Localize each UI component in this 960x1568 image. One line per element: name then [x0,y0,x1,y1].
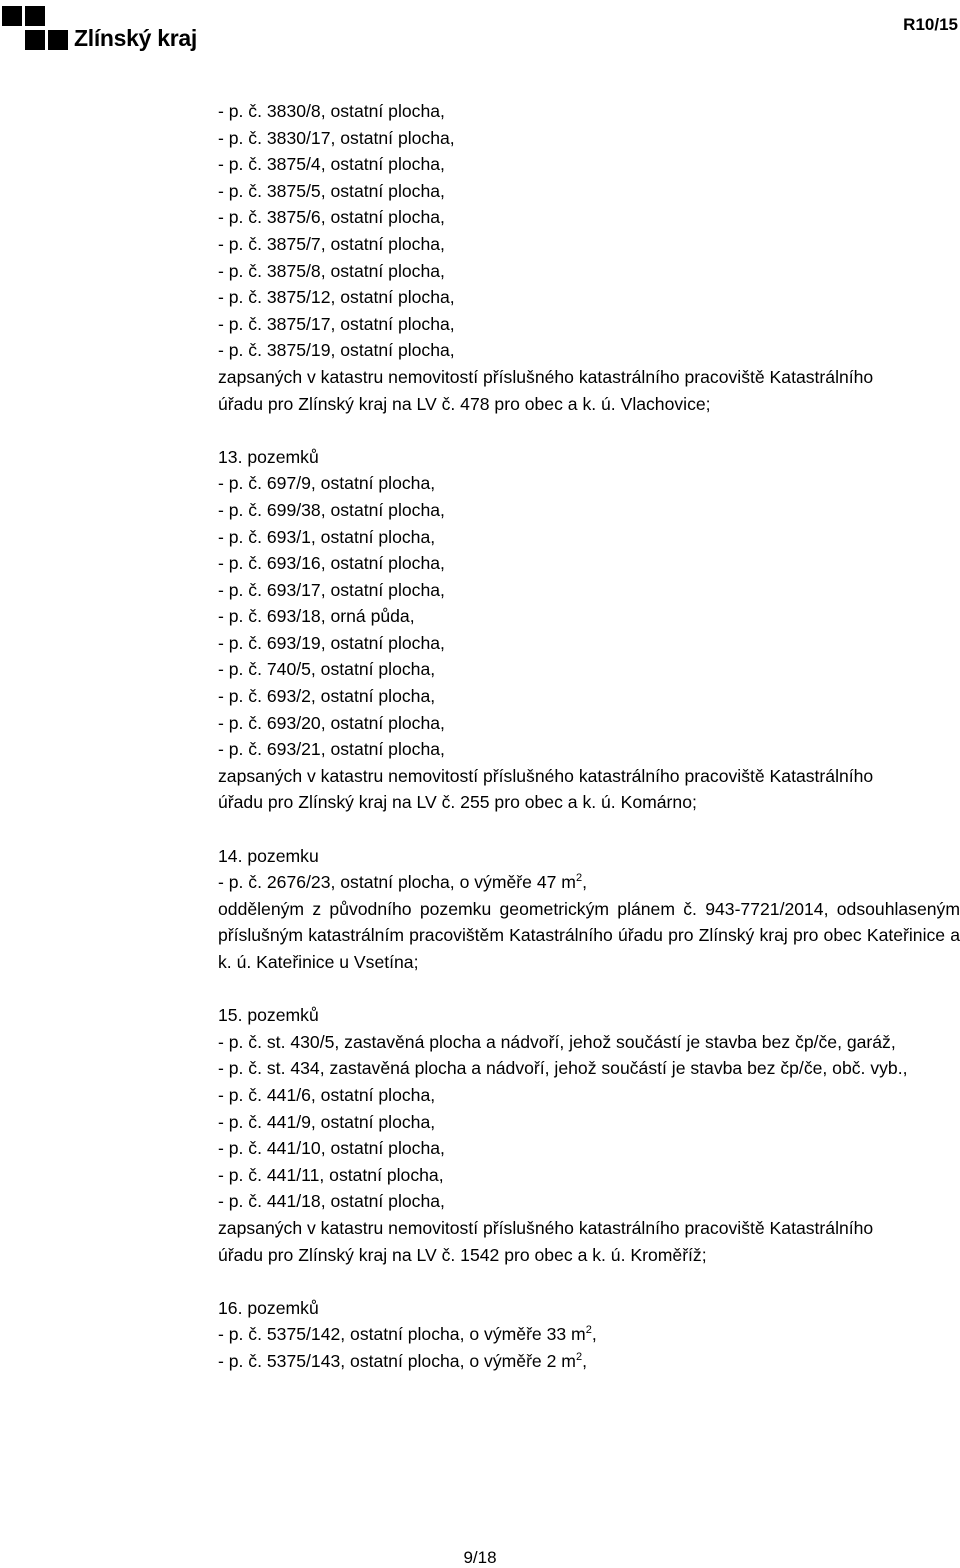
list-item: - p. č. 697/9, ostatní plocha, [218,473,436,494]
superscript: 2 [585,1324,592,1337]
section-heading: 14. pozemku [218,845,319,866]
list-item-tail: , [582,872,587,893]
registry-text: zapsaných v katastru nemovitostí příslušného katastrálního pracoviště Katastrálního [218,1217,874,1238]
list-item-tail: , [591,1324,597,1345]
list-item [218,869,960,896]
list-item: - p. č. 3875/7, ostatní plocha, [218,233,445,254]
list-item: - p. č. 441/11, ostatní plocha, [218,1164,444,1185]
list-item [218,1348,960,1375]
list-item: - p. č. 693/16, ostatní plocha, [218,553,445,574]
document-body [218,98,960,1375]
list-item: - p. č. 3875/12, ostatní plocha, [218,287,455,308]
logo-bar-bottom-left [25,30,45,50]
list-item: - p. č. 693/19, ostatní plocha, [218,632,445,653]
list-item: - p. č. st. 430/5, zastavěná plocha a nádvoří, jehož součástí je stavba bez čp/če, garáž, [218,1031,896,1052]
list-item: - p. č. 693/21, ostatní plocha, [218,739,445,760]
list-item: - p. č. 3830/17, ostatní plocha, [218,127,455,148]
list-item: - p. č. 3875/8, ostatní plocha, [218,260,445,281]
registry-text: zapsaných v katastru nemovitostí příslušného katastrálního pracoviště Katastrálního [218,765,874,786]
list-item: - p. č. 3875/5, ostatní plocha, [218,180,445,201]
list-item: - p. č. 740/5, ostatní plocha, [218,659,436,680]
list-item: - p. č. 441/18, ostatní plocha, [218,1191,445,1212]
list-item: - p. č. 441/6, ostatní plocha, [218,1084,436,1105]
parcel-list [218,470,960,763]
list-item: - p. č. 441/9, ostatní plocha, [218,1111,436,1132]
registry-text: úřadu pro Zlínský kraj na LV č. 1542 pro obec a k. ú. Kroměříž; [218,1244,707,1265]
logo-square-top-right [25,6,45,26]
section-heading: 13. pozemků [218,446,319,467]
list-item-tail: , [582,1350,587,1371]
registry-text: úřadu pro Zlínský kraj na LV č. 478 pro obec a k. ú. Vlachovice; [218,393,711,414]
registry-text: zapsaných v katastru nemovitostí příslušného katastrálního pracoviště Katastrálního [218,366,874,387]
list-item: - p. č. 693/18, orná půda, [218,606,415,627]
page-number: 9/18 [463,1548,497,1567]
list-item: - p. č. 3830/8, ostatní plocha, [218,101,445,121]
plan-paragraph: odděleným z původního pozemku geometrickým plánem č. 943-7721/2014, odsouhlaseným příslušným katastrálním pracovištěm Katastrálního úřadu pro Zlínský kraj pro obec Kateřinice a k. ú. Kateřinice u Vsetína; [218,898,960,972]
list-item-text: - p. č. 2676/23, ostatní plocha, o výměře 47 m [218,872,576,893]
list-item: - p. č. 3875/6, ostatní plocha, [218,207,445,228]
list-item: - p. č. 693/1, ostatní plocha, [218,526,436,547]
document-reference: R10/15 [903,15,958,34]
list-item: - p. č. 699/38, ostatní plocha, [218,499,445,520]
list-item: - p. č. 693/17, ostatní plocha, [218,579,445,600]
list-item: - p. č. 3875/19, ostatní plocha, [218,340,455,361]
list-item [218,1321,960,1348]
section-heading: 15. pozemků [218,1005,319,1026]
zlinsky-kraj-logo [2,6,202,54]
list-item: - p. č. 693/2, ostatní plocha, [218,686,436,707]
logo-square-top-left [2,6,22,26]
list-item-text: - p. č. 5375/143, ostatní plocha, o výměře 2 m [218,1350,576,1371]
list-item: - p. č. 693/20, ostatní plocha, [218,712,445,733]
list-item-text: - p. č. 5375/142, ostatní plocha, o výměře 33 m [218,1324,586,1345]
section-heading: 16. pozemků [218,1297,319,1318]
logo-text: Zlínský kraj [74,25,197,51]
list-item: - p. č. st. 434, zastavěná plocha a nádvoří, jehož součástí je stavba bez čp/če, obč. vyb., [218,1058,908,1079]
parcel-list [218,98,960,364]
registry-text: úřadu pro Zlínský kraj na LV č. 255 pro obec a k. ú. Komárno; [218,792,697,813]
list-item: - p. č. 441/10, ostatní plocha, [218,1138,445,1159]
list-item: - p. č. 3875/17, ostatní plocha, [218,313,455,334]
parcel-list [218,1082,960,1215]
superscript: 2 [575,1350,583,1363]
superscript: 2 [575,872,583,885]
list-item: - p. č. 3875/4, ostatní plocha, [218,154,445,175]
logo-bar-bottom-right [48,30,68,50]
